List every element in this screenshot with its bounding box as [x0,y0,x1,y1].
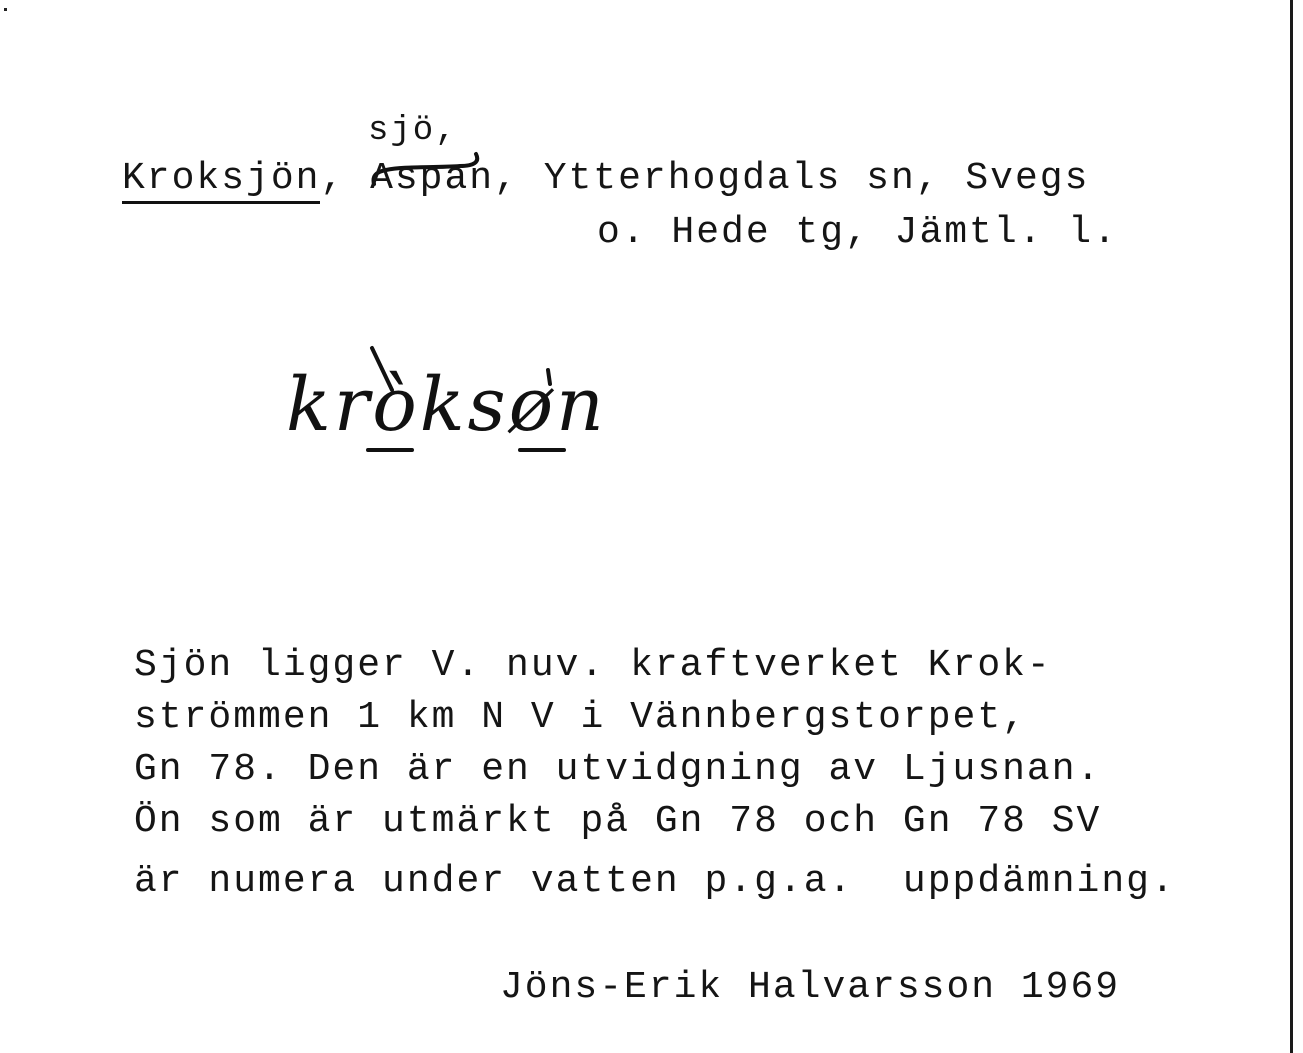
head-separator: , [320,157,346,200]
card-edge-line [1290,0,1293,1053]
head-line-1 [122,157,1090,200]
head-line-2: o. Hede tg, Jämtl. l. [597,211,1118,254]
pronunciation-handwritten: kròksøn [286,362,607,448]
description-line: strömmen 1 km N V i Vännbergstorpet, [134,696,1027,739]
signature-line: Jöns-Erik Halvarsson 1969 [500,966,1121,1009]
head-line-1-rest: Aspan, Ytterhogdals sn, Svegs [370,157,1090,200]
description-line: Gn 78. Den är en utvidgning av Ljusnan. [134,748,1102,791]
description-line: är numera under vatten p.g.a. uppdämning. [134,860,1176,903]
headword: Kroksjön [122,157,320,204]
description-line: Sjön ligger V. nuv. kraftverket Krok- [134,644,1052,687]
card-description [134,640,1176,908]
description-line: Ön som är utmärkt på Gn 78 och Gn 78 SV [134,800,1102,843]
inserted-word: sjö, [368,112,458,150]
pronunciation-accent-marks [280,340,640,480]
scan-speck [4,8,7,11]
